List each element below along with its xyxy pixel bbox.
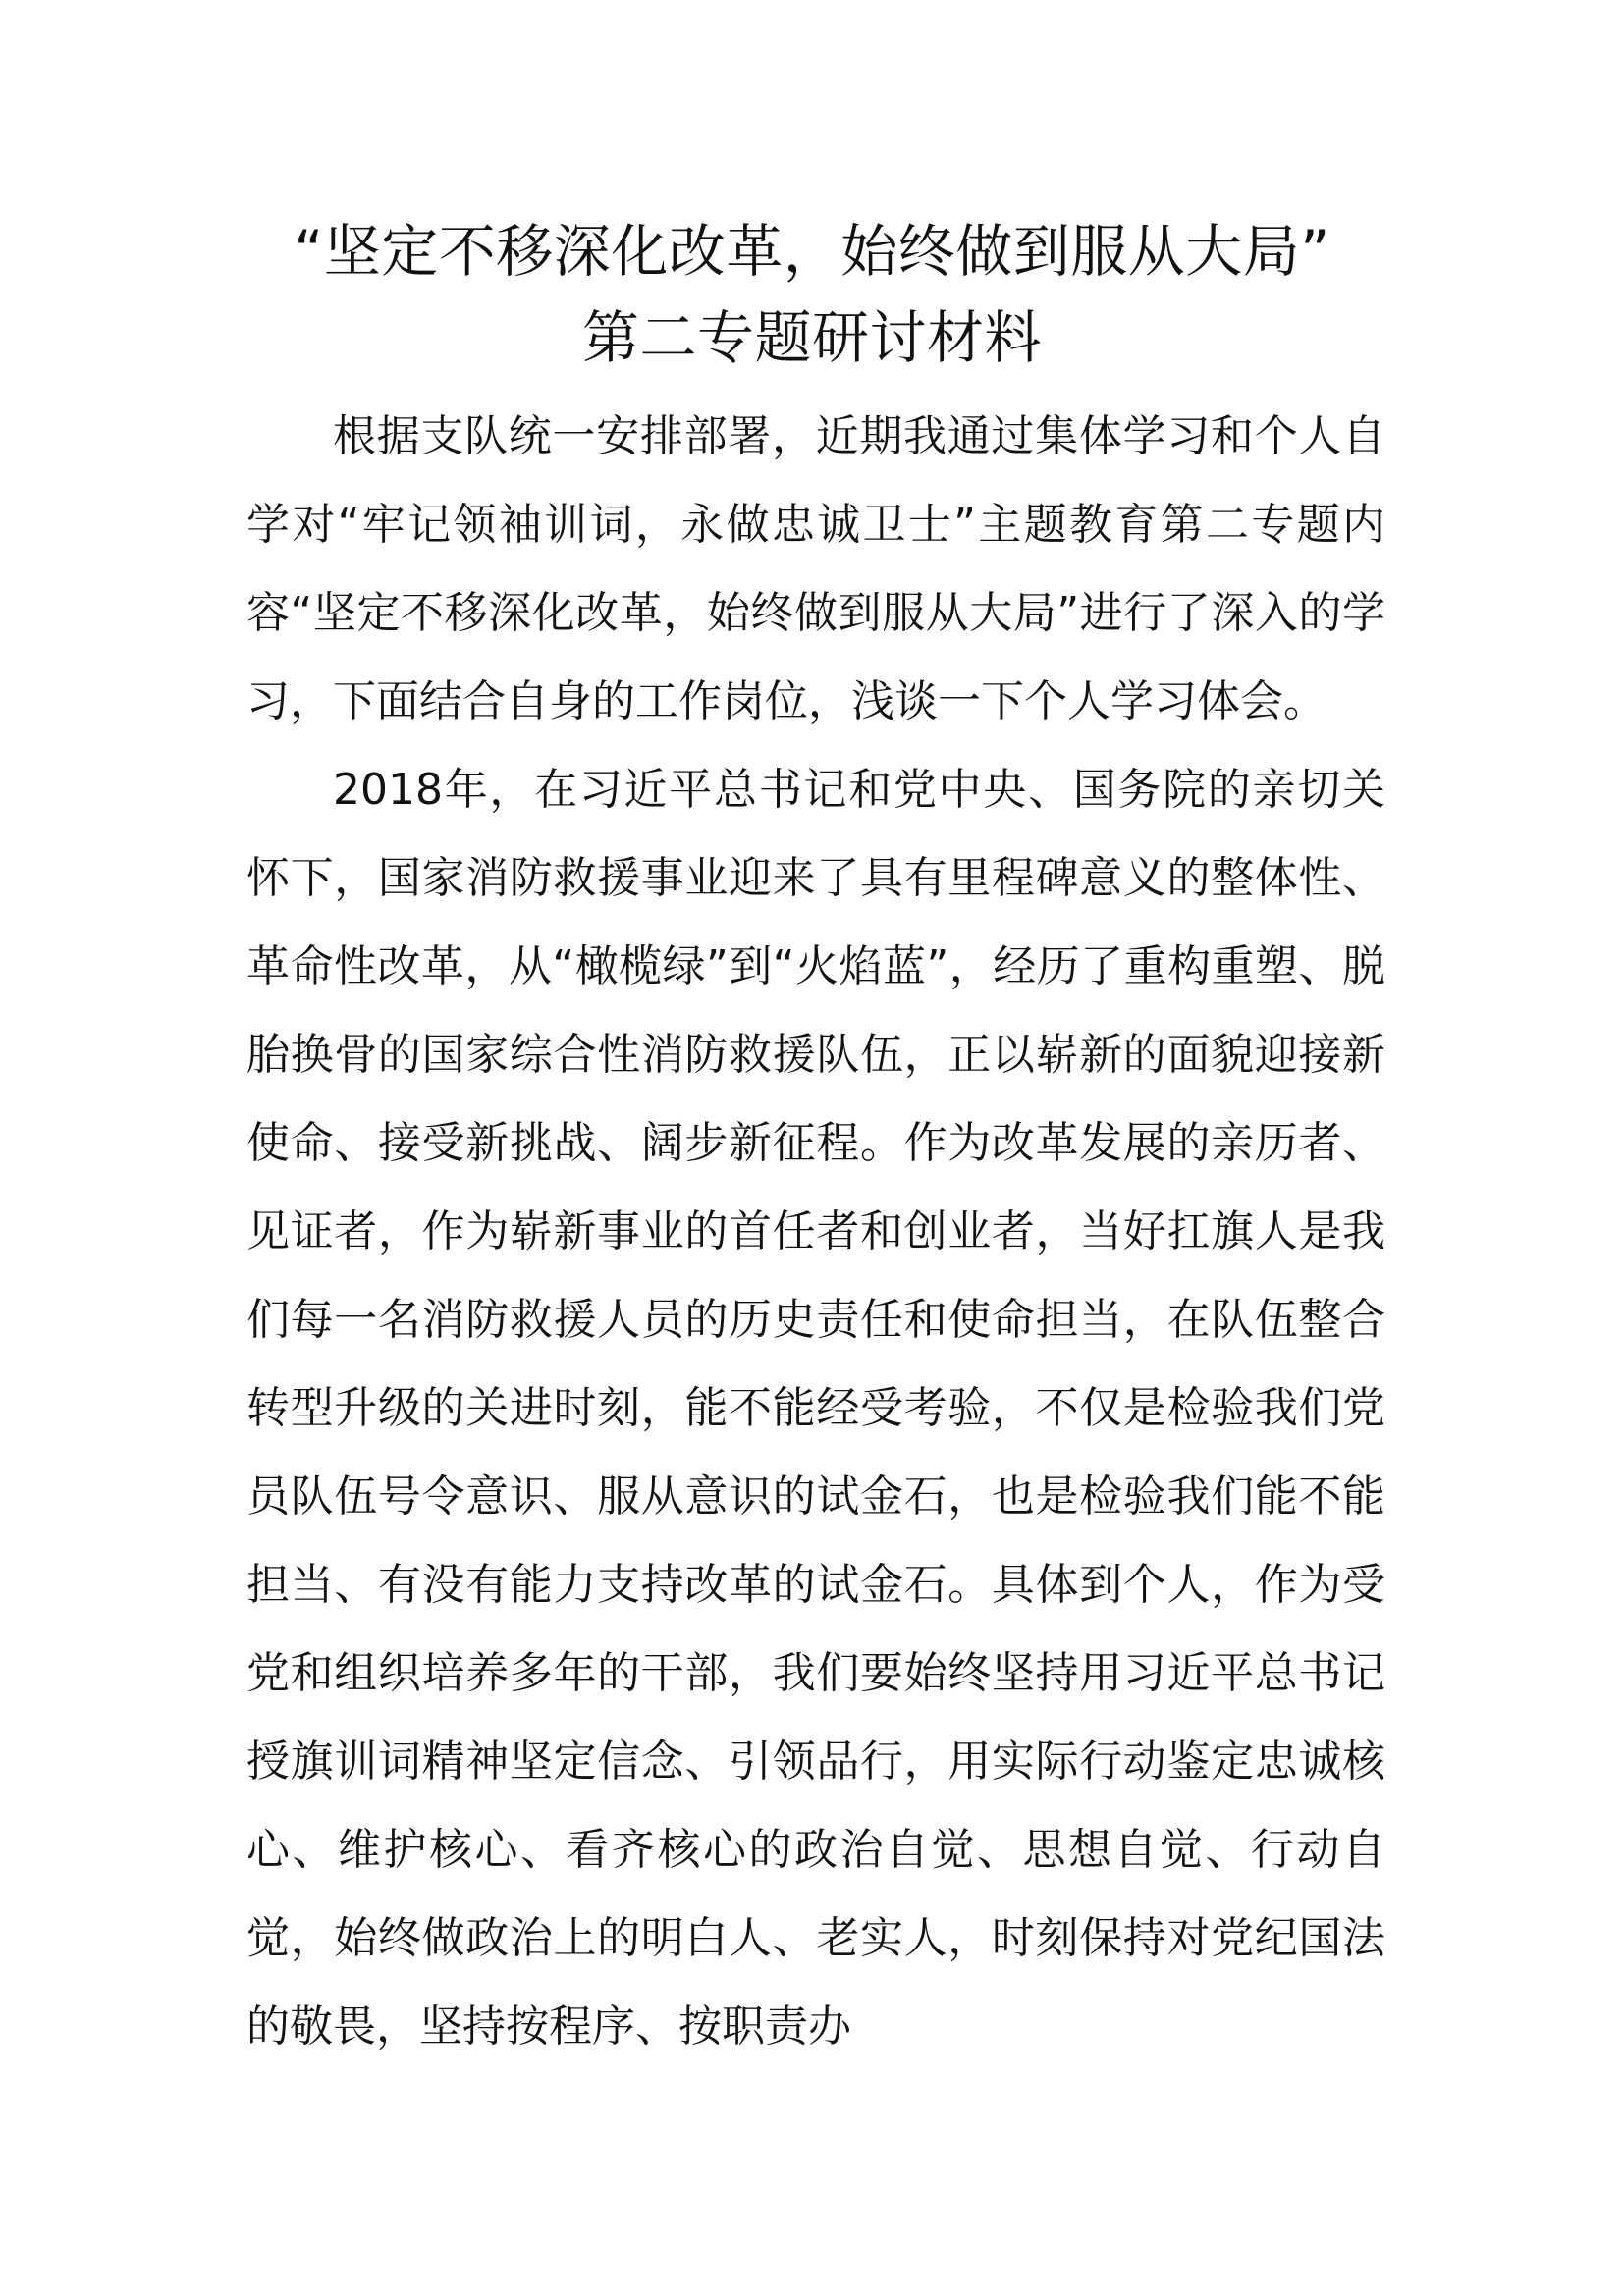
- title-line-2: 第二专题研讨材料: [581, 304, 1042, 371]
- paragraph-reform: 2018年，在习近平总书记和党中央、国务院的亲切关怀下，国家消防救援事业迎来了具有里程碑意义的整体性、革命性改革，从“橄榄绿”到“火焰蓝”，经历了重构重塑、脱胎换骨的国家综合性消防救援队伍，正以崭新的面貌迎接新使命、接受新挑战、阔步新征程。作为改革发展的亲历者、见证者，作为崭新事业的首任者和创业者，当好扛旗人是我们每一名消防救援人员的历史责任和使命担当，在队伍整合转型升级的关进时刻，能不能经受考验，不仅是检验我们党员队伍号令意识、服从意识的试金石，也是检验我们能不能担当、有没有能力支持改革的试金石。具体到个人，作为受党和组织培养多年的干部，我们要始终坚持用习近平总书记授旗训词精神坚定信念、引领品行，用实际行动鉴定忠诚核心、维护核心、看齐核心的政治自觉、思想自觉、行动自觉，始终做政治上的明白人、老实人，时刻保持对党纪国法的敬畏，坚持按程序、按职责办: [246, 765, 1385, 2052]
- title-line-1: “坚定不移深化改革，始终做到服从大局”: [294, 218, 1330, 285]
- paragraph-intro: 根据支队统一安排部署，近期我通过集体学习和个人自学对“牢记领袖训词，永做忠诚卫士”主题教育第二专题内容“坚定不移深化改革，始终做到服从大局”进行了深入的学习，下面结合自身的工作岗位，浅谈一下个人学习体会。: [246, 411, 1385, 726]
- document-title: [196, 208, 1428, 381]
- document-body: [246, 393, 1385, 2071]
